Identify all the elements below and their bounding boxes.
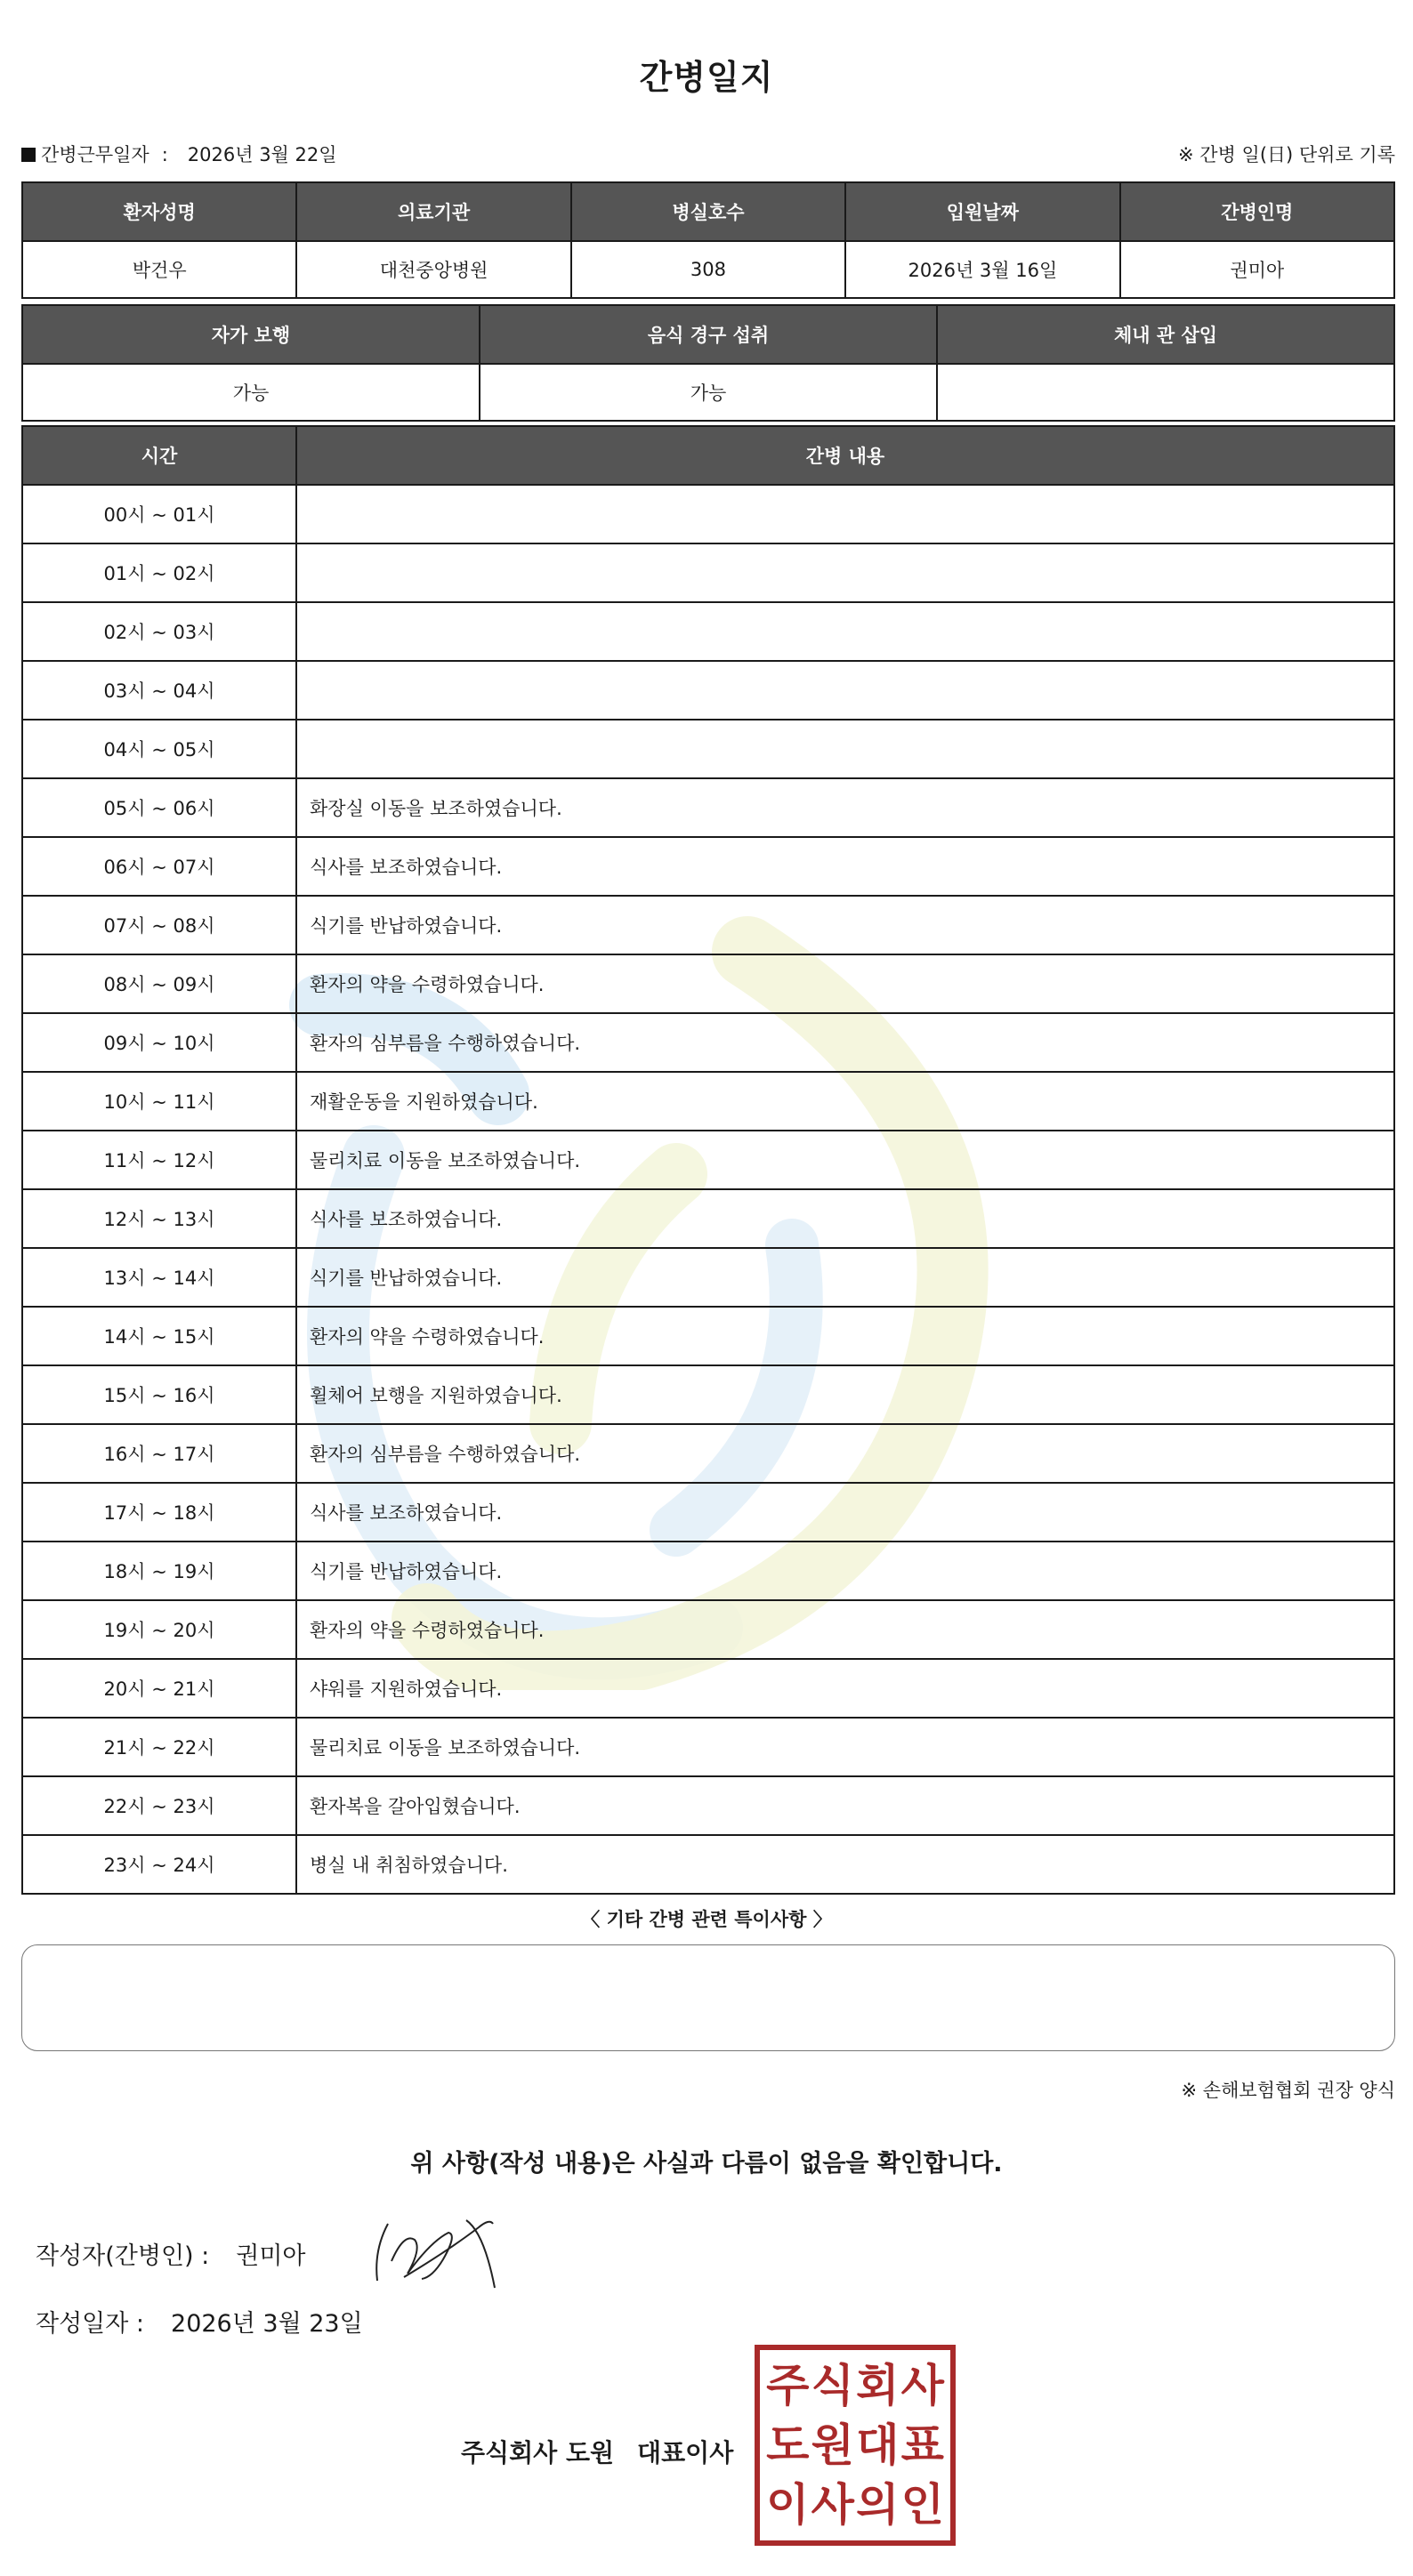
confirmation-statement: 위 사항(작성 내용)은 사실과 다름이 없음을 확인합니다. xyxy=(410,2150,1003,2178)
writer-label: 작성자(간병인) : xyxy=(36,2242,210,2270)
log-row xyxy=(22,1131,1394,1189)
log-row xyxy=(22,661,1394,720)
log-content: 환자의 심부름을 수행하였습니다. xyxy=(296,1013,1394,1072)
log-time: 12시 ~ 13시 xyxy=(22,1189,296,1248)
log-row xyxy=(22,1718,1394,1776)
writer-name: 권미아 xyxy=(236,2242,306,2270)
log-time: 07시 ~ 08시 xyxy=(22,896,296,954)
care-log-table xyxy=(21,425,1395,1895)
log-time: 05시 ~ 06시 xyxy=(22,778,296,837)
log-body xyxy=(22,485,1394,1894)
log-time: 16시 ~ 17시 xyxy=(22,1424,296,1483)
log-content: 샤워를 지원하였습니다. xyxy=(296,1659,1394,1718)
seal-char: 표 xyxy=(900,2419,944,2471)
log-content: 식기를 반납하였습니다. xyxy=(296,1542,1394,1600)
work-date-label: 간병근무일자 xyxy=(41,144,149,165)
log-row xyxy=(22,1365,1394,1424)
admission-date: 2026년 3월 16일 xyxy=(845,241,1119,298)
written-date-line xyxy=(36,2304,363,2339)
log-row xyxy=(22,896,1394,954)
log-content xyxy=(296,661,1394,720)
log-time: 20시 ~ 21시 xyxy=(22,1659,296,1718)
room-number: 308 xyxy=(571,241,845,298)
status-header-row xyxy=(22,305,1394,364)
log-time: 02시 ~ 03시 xyxy=(22,602,296,661)
seal-char: 원 xyxy=(811,2419,854,2471)
log-time: 23시 ~ 24시 xyxy=(22,1835,296,1894)
header-tube-insertion: 체내 관 삽입 xyxy=(937,305,1394,364)
header-self-walking: 자가 보행 xyxy=(22,305,480,364)
written-date-value: 2026년 3월 23일 xyxy=(171,2310,363,2338)
log-content: 환자복을 갈아입혔습니다. xyxy=(296,1776,1394,1835)
log-row xyxy=(22,1542,1394,1600)
company-line xyxy=(461,2434,733,2469)
log-row xyxy=(22,778,1394,837)
log-content xyxy=(296,543,1394,602)
log-content: 재활운동을 지원하였습니다. xyxy=(296,1072,1394,1131)
log-row xyxy=(22,1659,1394,1718)
log-content: 식기를 반납하였습니다. xyxy=(296,896,1394,954)
log-row xyxy=(22,1600,1394,1659)
log-content: 식사를 보조하였습니다. xyxy=(296,1189,1394,1248)
log-time: 17시 ~ 18시 xyxy=(22,1483,296,1542)
log-time: 21시 ~ 22시 xyxy=(22,1718,296,1776)
seal-char: 대 xyxy=(856,2419,900,2471)
special-notes-box xyxy=(21,1944,1395,2051)
header-room: 병실호수 xyxy=(571,182,845,241)
log-content: 식기를 반납하였습니다. xyxy=(296,1248,1394,1307)
seal-char: 사 xyxy=(811,2479,854,2532)
log-content xyxy=(296,602,1394,661)
log-row xyxy=(22,954,1394,1013)
caregiver-name: 권미아 xyxy=(1120,241,1394,298)
header-care-content: 간병 내용 xyxy=(296,426,1394,485)
patient-info-table xyxy=(21,181,1395,299)
log-time: 19시 ~ 20시 xyxy=(22,1600,296,1659)
seal-char: 도 xyxy=(766,2419,810,2471)
log-time: 14시 ~ 15시 xyxy=(22,1307,296,1365)
log-row xyxy=(22,1248,1394,1307)
log-time: 18시 ~ 19시 xyxy=(22,1542,296,1600)
self-walking-value: 가능 xyxy=(22,364,480,421)
log-time: 00시 ~ 01시 xyxy=(22,485,296,543)
log-content: 식사를 보조하였습니다. xyxy=(296,1483,1394,1542)
log-row xyxy=(22,1189,1394,1248)
daily-record-note: ※ 간병 일(日) 단위로 기록 xyxy=(1178,144,1395,165)
work-date-value: 2026년 3월 22일 xyxy=(187,144,337,165)
header-admission-date: 입원날짜 xyxy=(845,182,1119,241)
insurance-form-note: ※ 손해보험협회 권장 양식 xyxy=(1181,2080,1395,2101)
oral-intake-value: 가능 xyxy=(480,364,937,421)
log-row xyxy=(22,837,1394,896)
patient-header-row xyxy=(22,182,1394,241)
log-row xyxy=(22,1424,1394,1483)
log-time: 10시 ~ 11시 xyxy=(22,1072,296,1131)
institution-name: 대천중앙병원 xyxy=(296,241,570,298)
log-time: 03시 ~ 04시 xyxy=(22,661,296,720)
log-row xyxy=(22,543,1394,602)
log-time: 01시 ~ 02시 xyxy=(22,543,296,602)
header-oral-intake: 음식 경구 섭취 xyxy=(480,305,937,364)
seal-char: 이 xyxy=(766,2479,810,2532)
log-time: 09시 ~ 10시 xyxy=(22,1013,296,1072)
log-content: 환자의 약을 수령하였습니다. xyxy=(296,1307,1394,1365)
log-row xyxy=(22,1483,1394,1542)
handwritten-signature xyxy=(368,2206,502,2291)
log-time: 06시 ~ 07시 xyxy=(22,837,296,896)
log-content xyxy=(296,485,1394,543)
seal-char: 식 xyxy=(811,2359,854,2411)
patient-status-table xyxy=(21,304,1395,422)
company-seal-stamp xyxy=(755,2345,956,2546)
header-time: 시간 xyxy=(22,426,296,485)
ceo-title: 대표이사 xyxy=(637,2438,734,2467)
log-row xyxy=(22,1307,1394,1365)
document-title: 간병일지 xyxy=(639,58,774,97)
log-row xyxy=(22,1835,1394,1894)
log-time: 08시 ~ 09시 xyxy=(22,954,296,1013)
log-time: 11시 ~ 12시 xyxy=(22,1131,296,1189)
log-content: 식사를 보조하였습니다. xyxy=(296,837,1394,896)
log-content: 환자의 약을 수령하였습니다. xyxy=(296,1600,1394,1659)
work-date xyxy=(21,141,337,167)
log-row xyxy=(22,1072,1394,1131)
log-content: 물리치료 이동을 보조하였습니다. xyxy=(296,1131,1394,1189)
writer-line xyxy=(36,2236,306,2271)
log-time: 13시 ~ 14시 xyxy=(22,1248,296,1307)
info-row xyxy=(21,141,1395,167)
log-content: 환자의 심부름을 수행하였습니다. xyxy=(296,1424,1394,1483)
header-caregiver-name: 간병인명 xyxy=(1120,182,1394,241)
header-institution: 의료기관 xyxy=(296,182,570,241)
square-bullet-icon xyxy=(21,148,36,162)
log-time: 15시 ~ 16시 xyxy=(22,1365,296,1424)
patient-value-row xyxy=(22,241,1394,298)
log-content: 물리치료 이동을 보조하였습니다. xyxy=(296,1718,1394,1776)
seal-char: 주 xyxy=(766,2359,810,2411)
log-row xyxy=(22,720,1394,778)
work-date-colon: : xyxy=(161,144,168,165)
log-time: 04시 ~ 05시 xyxy=(22,720,296,778)
seal-char: 의 xyxy=(856,2479,900,2532)
company-name: 주식회사 도원 xyxy=(461,2438,615,2467)
log-content: 환자의 약을 수령하였습니다. xyxy=(296,954,1394,1013)
log-row xyxy=(22,1776,1394,1835)
log-time: 22시 ~ 23시 xyxy=(22,1776,296,1835)
log-content xyxy=(296,720,1394,778)
log-content: 화장실 이동을 보조하였습니다. xyxy=(296,778,1394,837)
log-row xyxy=(22,485,1394,543)
header-patient-name: 환자성명 xyxy=(22,182,296,241)
log-row xyxy=(22,1013,1394,1072)
log-content: 휠체어 보행을 지원하였습니다. xyxy=(296,1365,1394,1424)
seal-grid xyxy=(765,2355,945,2535)
status-value-row xyxy=(22,364,1394,421)
log-content: 병실 내 취침하였습니다. xyxy=(296,1835,1394,1894)
log-header-row xyxy=(22,426,1394,485)
patient-name: 박건우 xyxy=(22,241,296,298)
written-date-label: 작성일자 : xyxy=(36,2310,145,2338)
seal-char: 회 xyxy=(856,2359,900,2411)
seal-char: 인 xyxy=(900,2479,944,2532)
seal-char: 사 xyxy=(900,2359,944,2411)
special-notes-title: 〈 기타 간병 관련 특이사항 〉 xyxy=(581,1909,832,1930)
log-row xyxy=(22,602,1394,661)
tube-insertion-value xyxy=(937,364,1394,421)
